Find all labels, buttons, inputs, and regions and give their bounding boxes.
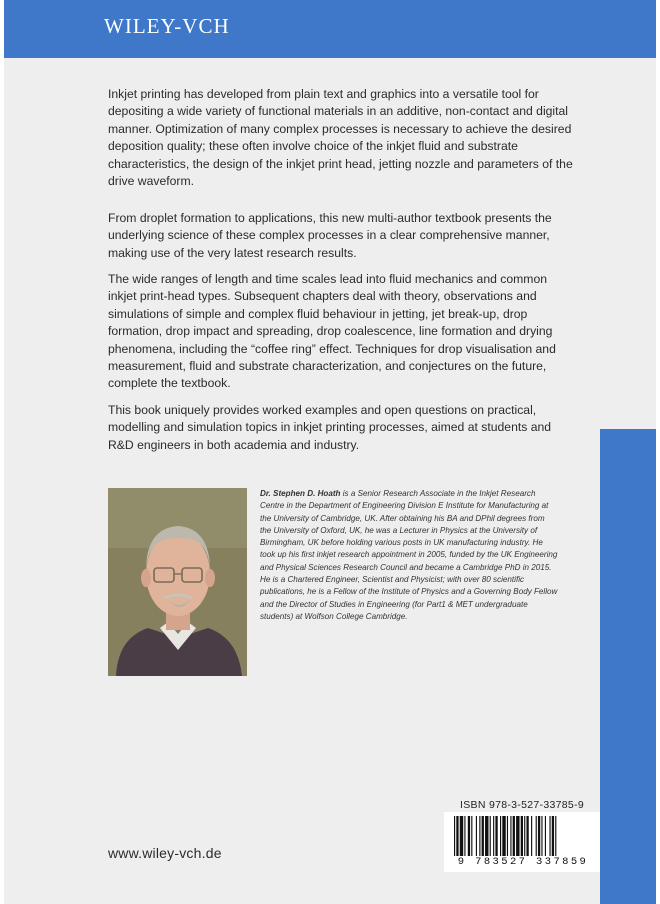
description-paragraph-3: The wide ranges of length and time scales lead into fluid mechanics and common inkjet print-head types. Subsequent chapters deal with theory, observations and simulations of simple and complex fluid behaviour in jetting, jet break-up, drop formation, drop impact and spreading, drop coalescence, line formation and drying phenomena, including the “coffee ring” effect. Techniques for drop visualisation and measurement, fluid and substrate characterization, and conjectures on the future, complete the textbook.	[108, 272, 556, 391]
barcode-bar	[490, 816, 491, 856]
isbn-label: ISBN 978-3-527-33785-9	[460, 799, 584, 811]
barcode-bar	[468, 816, 470, 856]
book-back-cover	[4, 0, 656, 904]
side-brand-band	[600, 429, 656, 904]
barcode-bar	[524, 816, 525, 856]
barcode-bar	[464, 816, 465, 856]
publisher-website: www.wiley-vch.de	[108, 845, 222, 861]
barcode-bar	[479, 816, 480, 856]
barcode-bar	[510, 816, 511, 856]
barcode-bar	[493, 816, 494, 856]
description-paragraph-4: This book uniquely provides worked examples and open questions on practical, modelling and simulation topics in inkjet printing processes, aimed at students and R&D engineers in both academia and industry.	[108, 403, 552, 452]
barcode-bar	[507, 816, 508, 856]
barcode-digits: 9 783527 337859	[457, 856, 589, 868]
author-photo	[108, 488, 247, 676]
author-name: Dr. Stephen D. Hoath	[260, 489, 341, 498]
barcode-bar	[541, 816, 542, 856]
author-bio	[260, 488, 558, 623]
barcode-bar	[471, 816, 472, 856]
barcode-bar	[538, 816, 540, 856]
barcode-bar	[495, 816, 497, 856]
barcode	[444, 812, 600, 872]
author-bio-text: is a Senior Research Associate in the Inkjet Research Centre in the Department of Engineering Division E Institute for Manufacturing at the University of Cambridge, UK. After obtaining his BA and DPhil degrees from the University of Oxford, UK, he was a Lecturer in Physics at the University of Birmingham, UK before holding various posts in UK manufacturing industry. He took up his first inkjet research appointment in 2005, funded by the UK Engineering and Physical Sciences Research Council and became a Cambridge PhD in 2015. He is a Chartered Engineer, Scientist and Physicist; with over 80 scientific publications, he is a Fellow of the Institute of Physics and a Governing Body Fellow and the Director of Studies in Engineering (for Part1 & MET undergraduate students) at Wolfson College Cambridge.	[260, 489, 558, 621]
barcode-bar	[545, 816, 546, 856]
barcode-bar	[552, 816, 554, 856]
description-paragraph-2: From droplet formation to applications, this new multi-author textbook presents the underlying science of these complex processes in a clear comprehensive manner, making use of the very latest research results.	[108, 211, 552, 260]
barcode-bar	[531, 816, 532, 856]
barcode-bar	[485, 816, 488, 856]
publisher-logo: WILEY-VCH	[104, 14, 230, 38]
barcode-bar	[516, 816, 519, 856]
barcode-bar	[476, 816, 477, 856]
barcode-bar	[456, 816, 458, 856]
author-portrait-illustration	[108, 488, 247, 676]
barcode-bar	[502, 816, 505, 856]
barcode-bar	[460, 816, 463, 856]
barcode-bars	[454, 816, 590, 856]
barcode-bar	[536, 816, 537, 856]
barcode-bar	[500, 816, 501, 856]
barcode-bar	[549, 816, 550, 856]
barcode-bar	[513, 816, 515, 856]
barcode-bar	[555, 816, 556, 856]
top-brand-band	[4, 0, 656, 58]
barcode-bar	[482, 816, 484, 856]
description-paragraph-1: Inkjet printing has developed from plain text and graphics into a versatile tool for depositing a wide variety of functional materials in an additive, non-contact and digital manner. Optimization of many complex processes is necessary to achieve the desired deposition quality; these often involve choice of the inkjet fluid and substrate characteristics, the design of the inkjet print head, jetting nozzle and parameters of the drive waveform.	[108, 87, 573, 189]
barcode-bar	[521, 816, 523, 856]
barcode-bar	[454, 816, 455, 856]
barcode-bar	[526, 816, 528, 856]
